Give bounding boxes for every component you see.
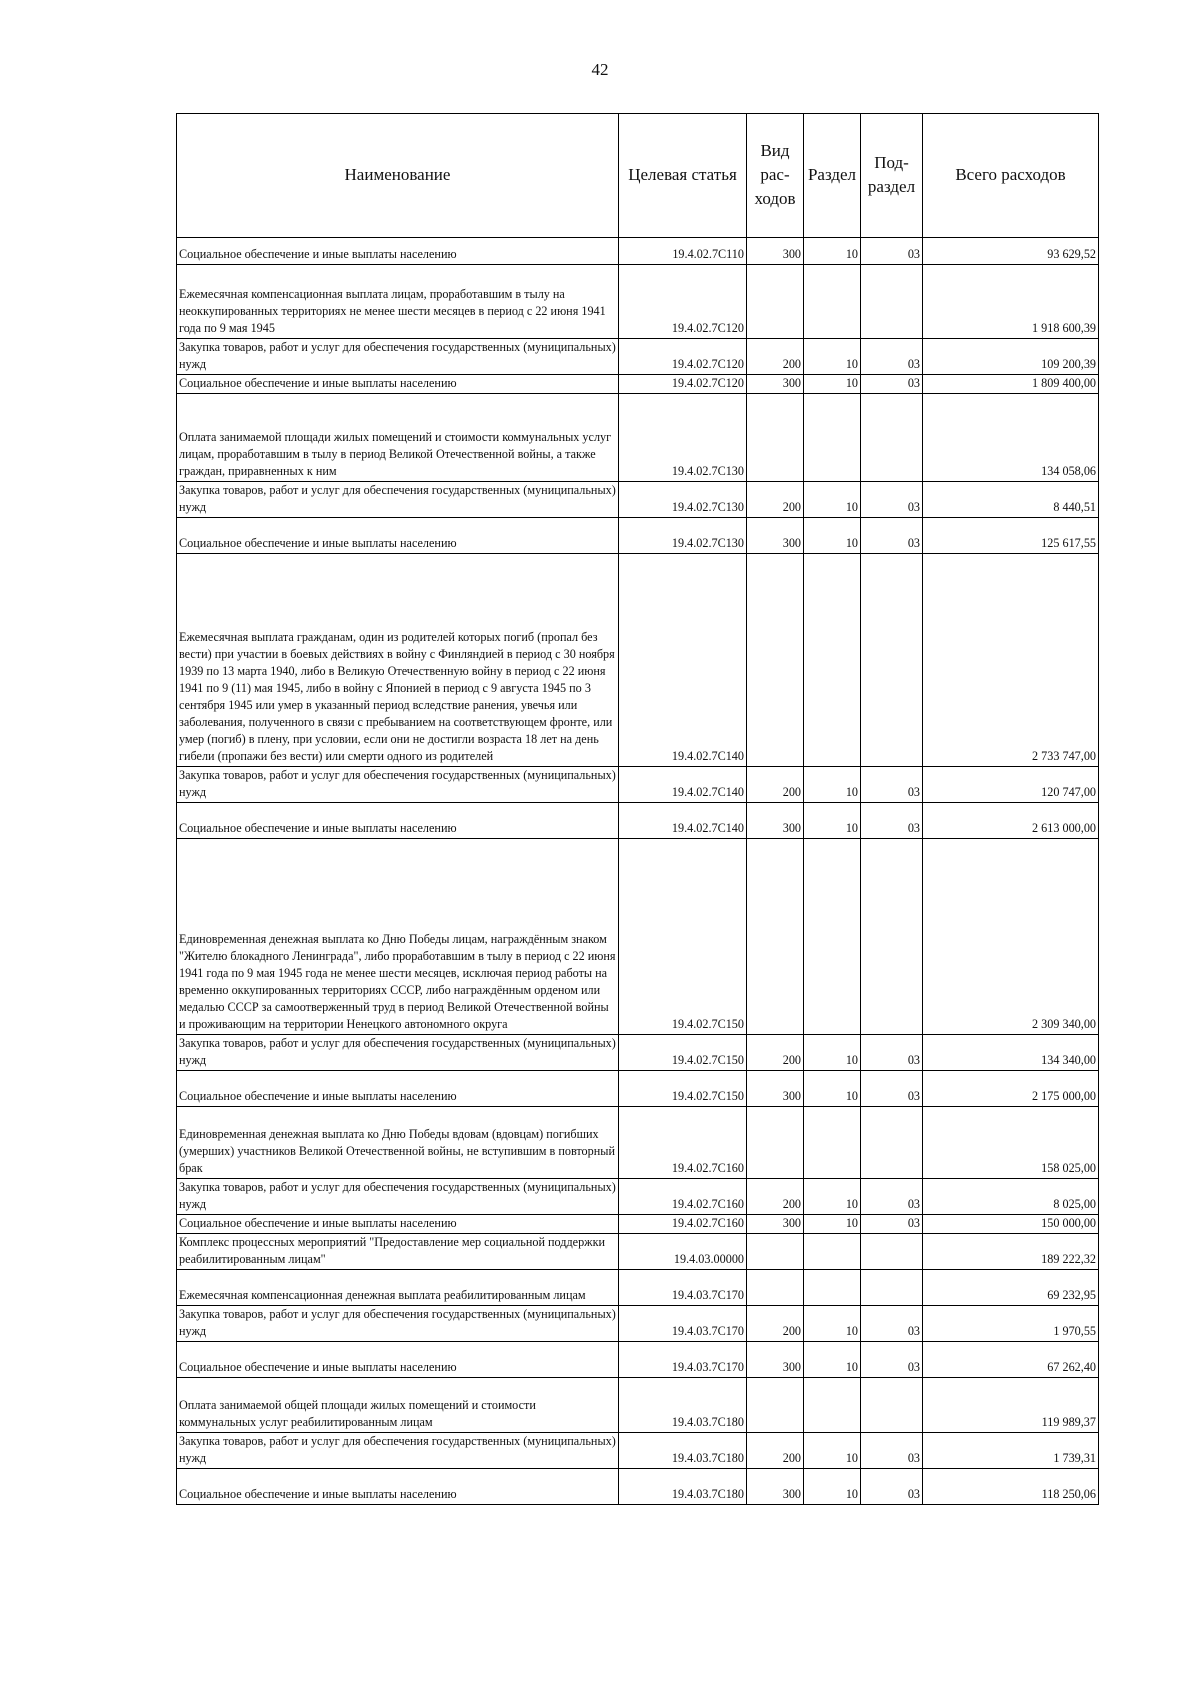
row-name: Социальное обеспечение и иные выплаты населению [177,1342,619,1378]
row-section: 10 [804,1342,861,1378]
row-name: Ежемесячная компенсационная выплата лицам, проработавшим в тылу на неоккупированных территориях не менее шести месяцев в период с 22 июня 1941 года по 9 мая 1945 [177,265,619,339]
header-type [747,114,804,238]
table-row [177,1071,1099,1107]
row-subsection [861,1107,923,1179]
row-subsection: 03 [861,767,923,803]
row-subsection: 03 [861,482,923,518]
row-total: 69 232,95 [923,1270,1099,1306]
row-name: Социальное обеспечение и иные выплаты населению [177,803,619,839]
budget-table [176,113,1099,1505]
row-target-code: 19.4.03.7С170 [619,1342,747,1378]
row-total: 93 629,52 [923,238,1099,265]
row-name: Закупка товаров, работ и услуг для обеспечения государственных (муниципальных) нужд [177,767,619,803]
header-name: Наименование [177,114,619,238]
header-row [177,114,1099,238]
row-total: 120 747,00 [923,767,1099,803]
table-row [177,839,1099,1035]
row-name: Единовременная денежная выплата ко Дню Победы вдовам (вдовцам) погибших (умерших) участников Великой Отечественной войны, не вступившим в повторный брак [177,1107,619,1179]
row-expense-type [747,839,804,1035]
table-row [177,375,1099,394]
header-subsection-line2: раздел [867,177,916,196]
row-subsection: 03 [861,375,923,394]
row-section: 10 [804,238,861,265]
row-section: 10 [804,1469,861,1505]
row-subsection: 03 [861,1342,923,1378]
row-total: 1 739,31 [923,1433,1099,1469]
row-expense-type [747,265,804,339]
row-target-code: 19.4.02.7С130 [619,394,747,482]
row-section: 10 [804,1035,861,1071]
row-subsection: 03 [861,1035,923,1071]
row-expense-type [747,1270,804,1306]
row-expense-type: 300 [747,1215,804,1234]
table-row [177,1306,1099,1342]
row-total: 118 250,06 [923,1469,1099,1505]
row-target-code: 19.4.02.7С150 [619,1035,747,1071]
row-expense-type: 200 [747,1306,804,1342]
row-total: 109 200,39 [923,339,1099,375]
row-name: Социальное обеспечение и иные выплаты населению [177,1215,619,1234]
row-total: 8 025,00 [923,1179,1099,1215]
row-target-code: 19.4.02.7С150 [619,839,747,1035]
table-row [177,767,1099,803]
row-section: 10 [804,1071,861,1107]
row-section: 10 [804,375,861,394]
table-row [177,482,1099,518]
table-row [177,394,1099,482]
row-subsection: 03 [861,518,923,554]
row-section: 10 [804,1215,861,1234]
row-total: 2 175 000,00 [923,1071,1099,1107]
row-subsection [861,1234,923,1270]
row-target-code: 19.4.02.7С120 [619,375,747,394]
row-section: 10 [804,518,861,554]
table-row [177,1234,1099,1270]
row-target-code: 19.4.03.7С180 [619,1469,747,1505]
row-section [804,265,861,339]
row-target-code: 19.4.02.7С130 [619,518,747,554]
page-number: 42 [591,60,609,79]
row-target-code: 19.4.02.7С160 [619,1179,747,1215]
row-name: Закупка товаров, работ и услуг для обеспечения государственных (муниципальных) нужд [177,482,619,518]
row-target-code: 19.4.02.7С160 [619,1107,747,1179]
row-total: 1 918 600,39 [923,265,1099,339]
table-row [177,265,1099,339]
row-expense-type: 300 [747,1469,804,1505]
row-target-code: 19.4.02.7С120 [619,339,747,375]
row-subsection: 03 [861,1306,923,1342]
row-expense-type [747,1378,804,1433]
row-name: Ежемесячная компенсационная денежная выплата реабилитированным лицам [177,1270,619,1306]
table-row [177,1215,1099,1234]
row-name: Оплата занимаемой общей площади жилых помещений и стоимости коммунальных услуг реабилитированным лицам [177,1378,619,1433]
row-name: Социальное обеспечение и иные выплаты населению [177,1469,619,1505]
header-section: Раздел [804,114,861,238]
header-total: Всего расходов [923,114,1099,238]
row-expense-type [747,554,804,767]
row-expense-type: 200 [747,1433,804,1469]
header-type-line1: Вид [760,141,790,160]
row-target-code: 19.4.02.7С140 [619,803,747,839]
row-subsection: 03 [861,1071,923,1107]
row-name: Закупка товаров, работ и услуг для обеспечения государственных (муниципальных) нужд [177,1306,619,1342]
row-total: 2 613 000,00 [923,803,1099,839]
row-target-code: 19.4.02.7С140 [619,554,747,767]
row-total: 1 809 400,00 [923,375,1099,394]
row-target-code: 19.4.02.7С150 [619,1071,747,1107]
row-total: 119 989,37 [923,1378,1099,1433]
row-target-code: 19.4.02.7С140 [619,767,747,803]
table-body [177,238,1099,1505]
table-row [177,1378,1099,1433]
row-name: Социальное обеспечение и иные выплаты населению [177,238,619,265]
row-subsection: 03 [861,1469,923,1505]
row-expense-type [747,1234,804,1270]
row-total: 158 025,00 [923,1107,1099,1179]
row-subsection [861,839,923,1035]
row-target-code: 19.4.03.7С180 [619,1433,747,1469]
row-name: Закупка товаров, работ и услуг для обеспечения государственных (муниципальных) нужд [177,1179,619,1215]
row-section [804,1107,861,1179]
row-section: 10 [804,1306,861,1342]
row-name: Социальное обеспечение и иные выплаты населению [177,375,619,394]
row-total: 67 262,40 [923,1342,1099,1378]
header-subsection-line1: Под- [874,153,909,172]
row-target-code: 19.4.02.7С130 [619,482,747,518]
row-expense-type: 300 [747,803,804,839]
row-target-code: 19.4.02.7С110 [619,238,747,265]
row-subsection [861,394,923,482]
row-name: Закупка товаров, работ и услуг для обеспечения государственных (муниципальных) нужд [177,339,619,375]
row-expense-type: 300 [747,1342,804,1378]
table-row [177,1342,1099,1378]
header-type-line3: ходов [754,189,796,208]
row-subsection: 03 [861,238,923,265]
row-target-code: 19.4.03.00000 [619,1234,747,1270]
row-section [804,1234,861,1270]
row-subsection: 03 [861,339,923,375]
row-expense-type: 200 [747,767,804,803]
row-total: 134 340,00 [923,1035,1099,1071]
row-name: Социальное обеспечение и иные выплаты населению [177,1071,619,1107]
table-row [177,1433,1099,1469]
row-subsection [861,265,923,339]
row-section: 10 [804,482,861,518]
row-subsection: 03 [861,1179,923,1215]
row-target-code: 19.4.03.7С170 [619,1306,747,1342]
row-name: Закупка товаров, работ и услуг для обеспечения государственных (муниципальных) нужд [177,1433,619,1469]
row-total: 189 222,32 [923,1234,1099,1270]
header-code: Целевая статья [619,114,747,238]
row-section: 10 [804,1179,861,1215]
row-target-code: 19.4.02.7С120 [619,265,747,339]
row-expense-type: 300 [747,238,804,265]
row-subsection [861,1378,923,1433]
table-row [177,1179,1099,1215]
row-section [804,394,861,482]
table-row [177,554,1099,767]
row-target-code: 19.4.03.7С180 [619,1378,747,1433]
row-expense-type [747,1107,804,1179]
table-row [177,238,1099,265]
table-row [177,518,1099,554]
row-expense-type: 200 [747,1179,804,1215]
row-subsection [861,1270,923,1306]
row-total: 134 058,06 [923,394,1099,482]
table-row [177,1469,1099,1505]
row-section: 10 [804,339,861,375]
table-row [177,1270,1099,1306]
row-section [804,1378,861,1433]
table-row [177,339,1099,375]
row-expense-type: 200 [747,482,804,518]
table-row [177,1035,1099,1071]
row-name: Социальное обеспечение и иные выплаты населению [177,518,619,554]
row-expense-type: 300 [747,518,804,554]
row-total: 1 970,55 [923,1306,1099,1342]
row-subsection: 03 [861,1433,923,1469]
row-total: 2 733 747,00 [923,554,1099,767]
row-subsection: 03 [861,803,923,839]
row-name: Оплата занимаемой площади жилых помещений и стоимости коммунальных услуг лицам, проработавшим в тылу в период Великой Отечественной войны, а также граждан, приравненных к ним [177,394,619,482]
row-expense-type: 200 [747,339,804,375]
row-total: 150 000,00 [923,1215,1099,1234]
row-name: Ежемесячная выплата гражданам, один из родителей которых погиб (пропал без вести) при участии в боевых действиях в войну с Финляндией в период с 30 ноября 1939 по 13 марта 1940, либо в Великую Отечественную войну в период с 22 июня 1941 по 9 (11) мая 1945, либо в войну с Японией в период с 9 августа 1945 по 3 сентября 1945 или умер в указанный период вследствие ранения, увечья или заболевания, полученного в связи с пребыванием на соответствующем фронте, или умер (погиб) в плену, при условии, если они не достигли возраста 18 лет на день гибели (пропажи без вести) или смерти одного из родителей [177,554,619,767]
row-section: 10 [804,767,861,803]
row-section: 10 [804,803,861,839]
row-section [804,839,861,1035]
row-total: 125 617,55 [923,518,1099,554]
row-name: Закупка товаров, работ и услуг для обеспечения государственных (муниципальных) нужд [177,1035,619,1071]
row-section: 10 [804,1433,861,1469]
row-subsection: 03 [861,1215,923,1234]
row-total: 2 309 340,00 [923,839,1099,1035]
row-section [804,554,861,767]
row-name: Комплекс процессных мероприятий "Предоставление мер социальной поддержки реабилитированным лицам" [177,1234,619,1270]
row-name: Единовременная денежная выплата ко Дню Победы лицам, награждённым знаком "Жителю блокадного Ленинграда", либо проработавшим в тылу в период с 22 июня 1941 года по 9 мая 1945 года не менее шести месяцев, исключая период работы на временно оккупированных территориях СССР, либо награждённым орденом или медалью СССР за самоотверженный труд в период Великой Отечественной войны и проживающим на территории Ненецкого автономного округа [177,839,619,1035]
header-type-line2: рас- [760,165,790,184]
row-subsection [861,554,923,767]
table-row [177,1107,1099,1179]
header-subsection [861,114,923,238]
row-expense-type [747,394,804,482]
row-expense-type: 300 [747,1071,804,1107]
row-target-code: 19.4.03.7С170 [619,1270,747,1306]
row-target-code: 19.4.02.7С160 [619,1215,747,1234]
table-row [177,803,1099,839]
row-section [804,1270,861,1306]
row-total: 8 440,51 [923,482,1099,518]
row-expense-type: 300 [747,375,804,394]
row-expense-type: 200 [747,1035,804,1071]
